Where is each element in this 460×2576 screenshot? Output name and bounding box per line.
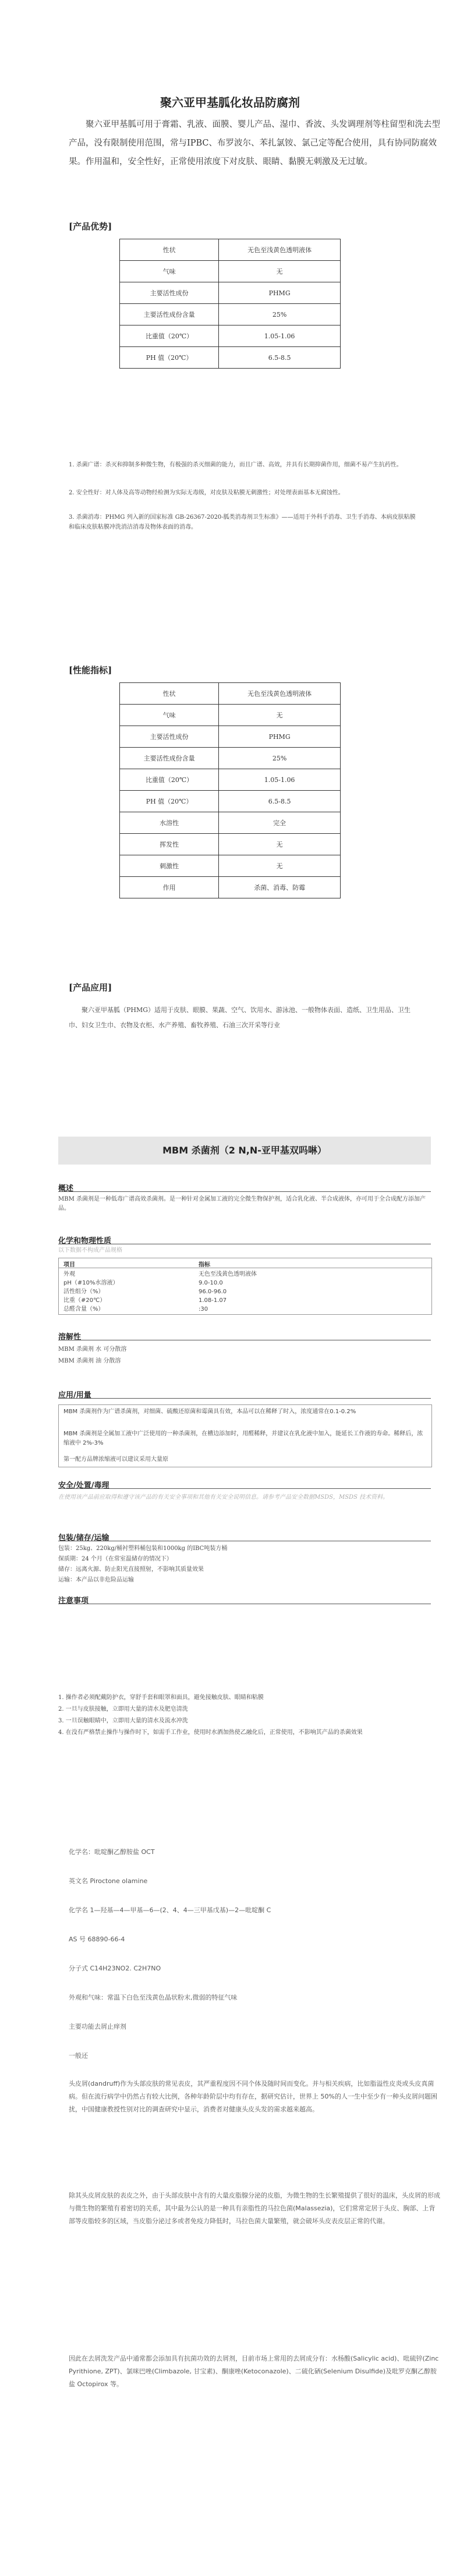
table-cell: 性状 (120, 239, 219, 261)
divider (58, 1398, 431, 1399)
table-cell: 刺激性 (120, 855, 219, 877)
table-cell: :30 (199, 1306, 208, 1312)
section-heading-applications: [产品应用] (69, 982, 112, 993)
mbm-chem-subtitle: 以下数据不构成产品规格 (58, 1247, 122, 1254)
spec-table-2 (119, 682, 341, 898)
table-cell: 性状 (120, 683, 219, 705)
table-row (120, 304, 341, 325)
note-2: 2. 一旦与皮肤接触，立即用大量的清水及肥皂清洗 (58, 1706, 188, 1712)
table-cell: 无 (219, 705, 341, 726)
octo-formula-name: 化学名 1—羟基—4—甲基—6—(2、4、4—三甲基戊基)—2—吡啶酮 C (69, 1906, 271, 1914)
mbm-banner: MBM 杀菌剂（2 N,N-亚甲基双吗啉） (58, 1137, 431, 1165)
chem-value-column (199, 1270, 257, 1314)
chem-label-column (63, 1270, 118, 1314)
mbm-application-heading: 应用/用量 (58, 1391, 91, 1400)
table-row (120, 282, 341, 304)
table-cell: 水溶性 (120, 812, 219, 834)
mbm-chem-table (58, 1258, 432, 1315)
document-title: 聚六亚甲基胍化妆品防腐剂 (160, 95, 300, 109)
table-row (120, 239, 341, 261)
octo-paragraph-3: 因此在去屑洗发产品中通常都会添加具有抗菌功效的去屑剂，目前市场上常用的去屑成分有：水杨酸(Salicylic acid)、吡硫锌(Zinc Pyrithione, ZPT)、氯咪巴唑(Climbazole, 甘宝素)、酮康唑(Ketoconazole)、二硫化硒(Selenium Disulfide)及吡罗克酮乙醇胺盐 Octopirox 等。 (69, 2355, 439, 2388)
application-line-3: 第一配方品牌浓缩液可以建议采用大量原 (63, 1456, 168, 1463)
packaging-line-4: 运输：本产品以非危险品运输 (58, 1577, 134, 1583)
mbm-solubility-1: MBM 杀菌剂 水 可分散溶 (58, 1346, 127, 1353)
table-cell: 无 (219, 834, 341, 855)
octo-molecular-formula: 分子式 C14H23NO2. C2H7NO (69, 1965, 161, 1972)
table-row (120, 325, 341, 347)
octo-english-name: 英文名 Piroctone olamine (69, 1877, 148, 1885)
table-cell: 无色至浅黄色透明液体 (219, 683, 341, 705)
mbm-solubility-heading: 溶解性 (58, 1333, 82, 1342)
divider (58, 1191, 431, 1192)
table-cell: 气味 (120, 261, 219, 282)
table-cell: 气味 (120, 705, 219, 726)
table-row (120, 812, 341, 834)
mbm-chem-heading: 化学和物理性质 (58, 1237, 112, 1245)
octo-chem-name: 化学名：吡啶酮乙醇胺盐 OCT (69, 1848, 155, 1856)
note-1: 1. 操作者必须配戴防护衣，穿舒手套和眼罩和面具，避免接触皮肤、眼睛和粘膜 (58, 1694, 264, 1701)
table-cell: 96.0-96.0 (199, 1289, 227, 1295)
table-cell: 无色至浅黄色透明液体 (219, 239, 341, 261)
octo-appearance: 外观和气味：常温下白色至浅黄色晶状粉末,微弱的特征气味 (69, 1994, 238, 2001)
table-cell: 主要活性成份含量 (120, 748, 219, 769)
table-cell: 比重值（20℃） (120, 325, 219, 347)
mbm-overview-heading: 概述 (58, 1184, 74, 1193)
table-cell: 25% (219, 748, 341, 769)
mbm-application-box (58, 1404, 432, 1467)
table-cell: PHMG (219, 726, 341, 748)
intro-paragraph: 聚六亚甲基胍可用于膏霜、乳液、面膜、婴儿产品、湿巾、香波、头发调理剂等柱留型和洗去型产品，没有限制使用范围，常与IPBC、布罗波尔、苯扎氯铵、氯己定等配合使用，具有协同防腐效果。作用温和，安全性好，正常使用浓度下对皮肤、眼睛、黏膜无刺激及无过敏。 (69, 120, 440, 167)
chem-col-header: 指标 (199, 1262, 210, 1268)
table-cell: 总醛含量（%） (63, 1306, 104, 1312)
octo-overview-heading: 一般还 (69, 2052, 88, 2060)
packaging-line-1: 包装：25kg、220kg/桶衬塑料桶包装和1000kg 的IBC吨装方桶 (58, 1545, 228, 1552)
table-cell: 主要活性成份 (120, 282, 219, 304)
table-cell: PH 值（20℃） (120, 791, 219, 812)
section-heading-advantages: [产品优势] (69, 221, 112, 232)
table-cell: 无 (219, 855, 341, 877)
table-row (120, 726, 341, 748)
octo-cas: AS 号 68890-66-4 (69, 1935, 125, 1943)
application-line-2: MBM 杀菌剂是全属加工液中广泛使用的一种杀菌剂，在槽边添加时，用醛稀释，并建议在乳化液中加入，能延长工作液的寿命。稀释后，浓缩液中 2%-3% (63, 1431, 423, 1446)
octo-function: 主要功能去屑止痒剂 (69, 2023, 126, 2030)
table-cell: 比重值（20℃） (120, 769, 219, 791)
octo-paragraph-2: 除其头皮屑皮肤的表皮之外，由于头部皮肤中含有的大量皮脂腺分泌的皮脂，为微生物的生长繁殖提供了很好的温床，头皮屑的形成与微生物的繁殖有着密切的关系，其中最为公认的是一种具有亲脂性的马拉色菌(Malassezia)，它们常常定居于头皮、胸部、上背部等皮脂较多的区域，当皮脂分泌过多或者免疫力降低时，马拉色菌大量繁殖，就会破坏头皮表皮层正常的代谢。 (69, 2192, 440, 2225)
packaging-line-3: 储存：远离火源、防止阳光直接照射，不影响其质量效果 (58, 1566, 204, 1573)
table-cell: 6.5-8.5 (219, 791, 341, 812)
spec-table-1 (119, 239, 341, 369)
table-cell: 完全 (219, 812, 341, 834)
table-cell: 1.05-1.06 (219, 325, 341, 347)
table-cell: 1.05-1.06 (219, 769, 341, 791)
table-row (120, 261, 341, 282)
mbm-safety-heading: 安全/处置/毒理 (58, 1481, 109, 1490)
table-row (120, 877, 341, 898)
mbm-solubility-2: MBM 杀菌剂 油 分散溶 (58, 1358, 121, 1364)
table-cell: 作用 (120, 877, 219, 898)
note-4: 4. 在没有严格禁止操作与操作时下，如需手工作业，使用时水酒加热使乙融化后，正常使用，不影响其产品的杀菌效果 (58, 1729, 363, 1736)
mbm-overview-text: MBM 杀菌剂是一种低毒广谱高效杀菌剂。是一种针对金属加工液的完全微生物保护剂，适合乳化液、半合成液体，亦可用于全合成配方添加产品。 (58, 1196, 426, 1212)
advantage-point-1: 1. 杀菌广谱：杀灭和抑制多种微生物，有极强的杀灭细菌的能力，而且广谱、高效，并具有长期抑菌作用，细菌不易产生抗药性。 (69, 462, 402, 468)
application-line-1: MBM 杀菌剂作为广谱杀菌剂，对细菌、硫酸还原菌和霉菌具有效，本品可以在稀释了时入，浓度通常在0.1-0.2% (63, 1409, 356, 1415)
table-cell: 6.5-8.5 (219, 347, 341, 369)
table-cell: 主要活性成份 (120, 726, 219, 748)
advantage-point-3: 3. 杀菌消毒：PHMG 列入新的国家标准 GB-26367-2020-胍类消毒剂卫生标准》——适用于外科手消毒、卫生手消毒、本病皮肤粘膜和临床皮肤粘膜冲洗消洁消毒及物体表面的消毒。 (69, 514, 416, 530)
table-cell: PHMG (219, 282, 341, 304)
table-cell: 25% (219, 304, 341, 325)
table-cell: PH 值（20℃） (120, 347, 219, 369)
mbm-notes-heading: 注意事项 (58, 1597, 89, 1605)
table-row (120, 834, 341, 855)
note-3: 3. 一旦误触眼睛中，立即用大量的清水及流水冲洗 (58, 1718, 188, 1724)
table-cell: 无 (219, 261, 341, 282)
table-cell: 杀菌、消毒、防霉 (219, 877, 341, 898)
table-row (120, 855, 341, 877)
table-cell: pH（#10%水溶液） (63, 1280, 119, 1286)
chem-col-header: 项目 (63, 1262, 75, 1268)
packaging-line-2: 保质期：24 个月（在常室温储存的情况下） (58, 1556, 172, 1562)
table-cell: 无色至浅黄色透明液体 (199, 1271, 257, 1278)
mbm-safety-text: 在使用该产品前应取得和遵守该产品的有关安全事项和其他有关安全说明信息。请参考产品安全数据MSDS，MSDS 技术资料。 (58, 1494, 389, 1501)
table-row (120, 705, 341, 726)
section-heading-specs: [性能指标] (69, 665, 112, 675)
table-row (120, 347, 341, 369)
table-row (120, 769, 341, 791)
table-row (120, 683, 341, 705)
table-row (120, 791, 341, 812)
table-cell: 外观 (63, 1271, 75, 1278)
mbm-packaging-heading: 包装/储存/运输 (58, 1534, 109, 1542)
table-cell: 挥发性 (120, 834, 219, 855)
octo-paragraph-1: 头皮屑(dandruff)作为头部皮肤的常见表皮，其严重程度因不同个体及随时间而变化。并与相关疾病，比如脂溢性皮炎或头皮真菌病。但在流行病学中仍然占有较大比例，各种年龄阶层中均有存在，据研究估计，世界上 50%的人一生中至少有一种头皮屑问题困扰，中国健康教授性别对比的调查研究中显示，消费者对健康头皮头发的需求越来越高。 (69, 2080, 437, 2113)
advantage-point-2: 2. 安全性好：对人体及高等动物经检测为实际无毒级，对皮肤及粘膜无刺激性；对处理表面基本无腐蚀性。 (69, 490, 344, 496)
table-row (120, 748, 341, 769)
table-cell: 9.0-10.0 (199, 1280, 223, 1286)
table-cell: 1.08-1.07 (199, 1297, 227, 1304)
table-cell: 比重（#20℃） (63, 1297, 106, 1304)
table-cell: 活性组分（%） (63, 1289, 104, 1295)
divider (58, 1488, 431, 1489)
applications-text: 聚六亚甲基胍（PHMG）适用于皮肤、眼膜、果蔬、空气、饮用水、游泳池、一般物体表面、造纸、卫生用品、卫生巾、妇女卫生巾、衣物及衣柜、水产养殖、畜牧养殖、石油三次开采等行业 (69, 1006, 411, 1029)
table-cell: 主要活性成份含量 (120, 304, 219, 325)
